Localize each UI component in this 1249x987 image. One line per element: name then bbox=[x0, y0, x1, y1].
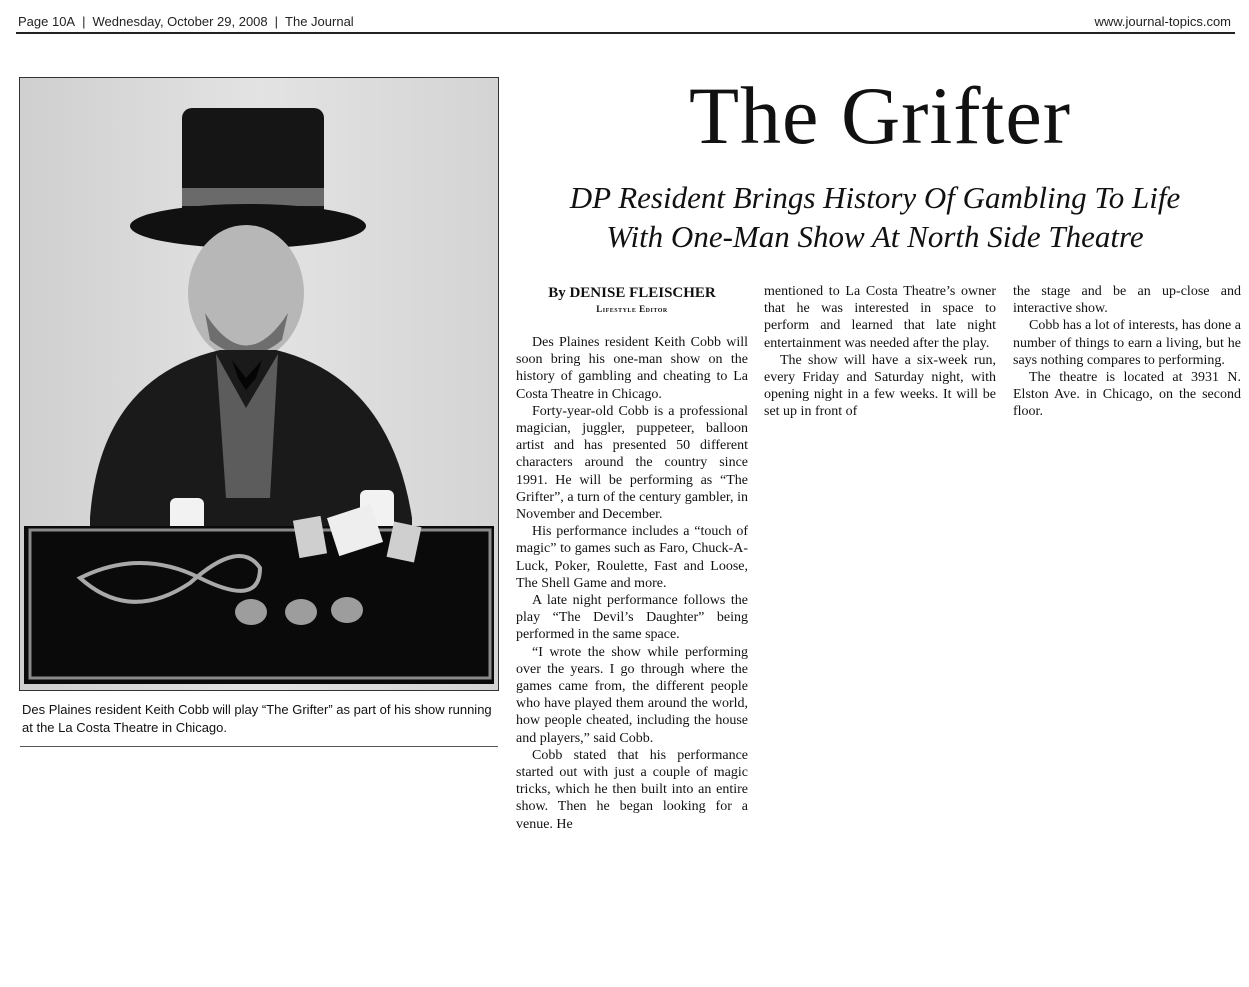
article-paragraph: the stage and be an up-close and interactive show. bbox=[1013, 284, 1241, 317]
folio-separator: | bbox=[82, 14, 86, 29]
deck-line: DP Resident Brings History Of Gambling To Life bbox=[569, 180, 1181, 215]
article-paragraph: Des Plaines resident Keith Cobb will soon bring his one-man show on the history of gambling and cheating to La Costa Theatre in Chicago. bbox=[516, 335, 748, 402]
article-paragraph: The theatre is located at 3931 N. Elston Ave. in Chicago, on the second floor. bbox=[1013, 370, 1241, 420]
article-paragraph: mentioned to La Costa Theatre’s owner that he was interested in space to perform and learned that late night entertainment was needed after the play. bbox=[764, 284, 996, 351]
byline: By DENISE FLEISCHER bbox=[548, 285, 716, 301]
article-column-2 bbox=[764, 283, 996, 421]
article-paragraph: Cobb stated that his performance started out with just a couple of magic tricks, which he then built into an entire show. Then he began looking for a venue. He bbox=[516, 747, 748, 832]
folio-left bbox=[18, 14, 354, 29]
article-paragraph: Cobb has a lot of interests, has done a number of things to earn a living, but he says nothing compares to performing. bbox=[1013, 318, 1241, 368]
website-url: www.journal-topics.com bbox=[1094, 14, 1231, 29]
folio-separator: | bbox=[274, 14, 279, 29]
caption-rule bbox=[20, 746, 498, 747]
publication-name: The Journal bbox=[285, 14, 354, 29]
top-rule bbox=[16, 32, 1235, 34]
page-number: Page 10A bbox=[18, 14, 76, 29]
byline-title: Lifestyle Editor bbox=[596, 304, 668, 314]
article-paragraph: “I wrote the show while performing over the years. I go through where the games came from, the different people who have played them around the world, how people cheated, including the house and players,” said Cobb. bbox=[516, 644, 748, 746]
article-paragraph: A late night performance follows the play “The Devil’s Daughter” being performed in the same space. bbox=[516, 593, 748, 643]
article-paragraph: Forty-year-old Cobb is a professional magician, juggler, puppeteer, balloon artist and has presented 50 different characters around the country since 1991. He will be performing as “The Grifter”, a turn of the century gambler, in November and December. bbox=[516, 403, 748, 523]
article-paragraph: His performance includes a “touch of magic” to games such as Faro, Chuck-A-Luck, Poker, Roulette, Fast and Loose, The Shell Game and more. bbox=[516, 524, 748, 591]
article-column-1 bbox=[516, 334, 748, 833]
article-photo bbox=[19, 77, 499, 691]
article-column-3 bbox=[1013, 283, 1241, 421]
issue-date: Wednesday, October 29, 2008 bbox=[92, 14, 268, 29]
photo-illustration bbox=[20, 78, 498, 690]
deck bbox=[505, 178, 1245, 256]
page-folio bbox=[0, 10, 1249, 32]
headline: The Grifter bbox=[688, 70, 1072, 161]
article-paragraph: The show will have a six-week run, every Friday and Saturday night, with opening night in a few weeks. It will be set up in front of bbox=[764, 352, 996, 420]
deck-line: With One-Man Show At North Side Theatre bbox=[606, 219, 1144, 254]
photo-caption: Des Plaines resident Keith Cobb will play “The Grifter” as part of his show running at the La Costa Theatre in Chicago. bbox=[22, 702, 492, 735]
